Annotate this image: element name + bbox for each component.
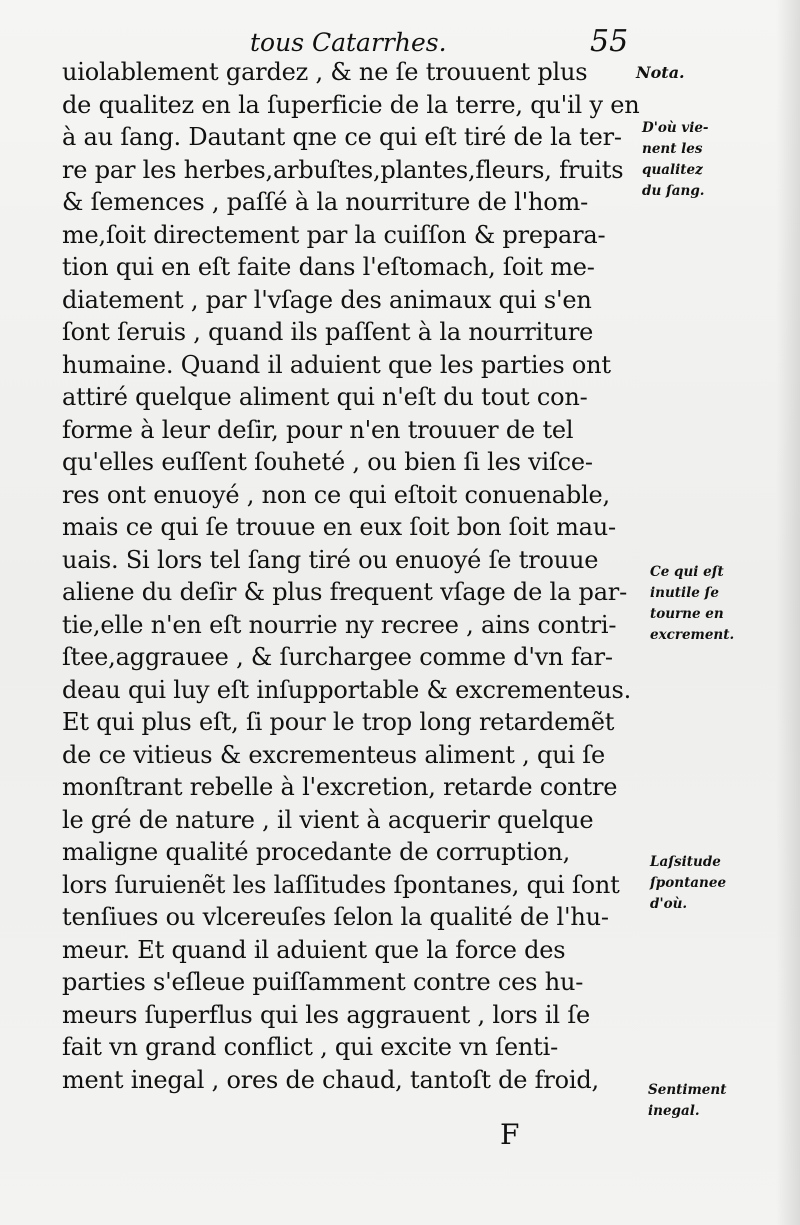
margin-note-line: excrement. xyxy=(650,627,735,643)
text-line: parties s'eſleue puiſſamment contre ces hu- xyxy=(62,968,584,996)
margin-note-line: qualitez xyxy=(642,162,703,178)
margin-note-line: Sentiment xyxy=(648,1082,727,1098)
margin-note-line: tourne en xyxy=(650,606,724,622)
text-line: meur. Et quand il aduient que la force des xyxy=(62,935,566,964)
text-line: de qualitez en la ſuperficie de la terre, qu'il y en xyxy=(62,90,640,119)
text-line: uiolablement gardez , & ne ſe trouuent plus xyxy=(62,58,588,86)
text-line: ſont ſeruis , quand ils paſſent à la nourriture xyxy=(62,318,594,346)
margin-note-feeling xyxy=(648,1080,726,1122)
margin-note-nota xyxy=(636,62,685,83)
margin-note-line: Laſsitude xyxy=(650,854,721,870)
margin-note-line: ſpontanee xyxy=(650,875,727,891)
text-line: diatement , par l'vſage des animaux qui s'en xyxy=(62,285,592,314)
text-line: Et qui plus eſt, ſi pour le trop long retardemẽt xyxy=(62,708,615,736)
margin-note-line: nent les xyxy=(642,141,703,157)
margin-note-line: inutile ſe xyxy=(650,585,719,601)
text-line: ſtee,aggrauee , & ſurchargee comme d'vn far- xyxy=(62,643,613,671)
text-line: ment inegal , ores de chaud, tantoſt de froid, xyxy=(62,1065,599,1094)
text-line: tenſiues ou vlcereuſes ſelon la qualité de l'hu- xyxy=(62,903,609,931)
margin-note-line: inegal. xyxy=(648,1103,700,1119)
text-line: aliene du deſir & plus frequent vſage de la par- xyxy=(62,578,627,606)
text-line: me,ſoit directement par la cuiſſon & preparа- xyxy=(62,220,606,249)
text-line: res ont enuoyé , non ce qui eſtoit conuenable, xyxy=(62,480,610,509)
text-line: humaine. Quand il aduient que les parties ont xyxy=(62,350,611,379)
margin-note-origin xyxy=(642,118,709,202)
text-line: lors ſuruienẽt les laſſitudes ſpontanes, qui ſont xyxy=(62,870,620,899)
text-line: tie,elle n'en eſt nourrie ny recree , ains contri- xyxy=(62,610,617,639)
text-line: mais ce qui ſe trouue en eux ſoit bon ſoit mau- xyxy=(62,513,616,541)
text-line: le gré de nature , il vient à acquerir quelque xyxy=(62,805,594,834)
margin-note-line: du ſang. xyxy=(642,183,705,199)
text-line: monſtrant rebelle à l'excretion, retarde contre xyxy=(62,773,618,801)
text-line: de ce vitieus & excrementeus aliment , qui ſe xyxy=(62,740,605,769)
margin-note-lassitude xyxy=(650,852,726,915)
running-title: tous Catarrhes. xyxy=(250,28,447,57)
main-text-block xyxy=(62,56,642,1096)
margin-note-line: d'où. xyxy=(650,896,688,912)
text-line: & ſemences , paſſé à la nourriture de l'hom- xyxy=(62,188,588,216)
text-line: forme à leur deſir, pour n'en trouuer de tel xyxy=(62,415,574,444)
margin-note-line: Nota. xyxy=(636,63,685,82)
text-line: maligne qualité procedante de corruption, xyxy=(62,838,571,866)
page-number: 55 xyxy=(590,24,629,59)
signature-mark: F xyxy=(500,1118,520,1151)
margin-note-line: D'où vie- xyxy=(642,120,709,136)
text-line: à au ſang. Dautant qne ce qui eſt tiré de la ter- xyxy=(62,123,622,151)
text-line: deau qui luy eſt inſupportable & excrementeus. xyxy=(62,675,632,704)
text-line: fait vn grand conflict , qui excite vn ſenti- xyxy=(62,1033,559,1061)
text-line: re par les herbes,arbuſtes,plantes,fleurs, fruits xyxy=(62,155,624,184)
margin-note-useless xyxy=(650,562,734,646)
text-line: meurs ſuperflus qui les aggrauent , lors il ſe xyxy=(62,1000,590,1029)
text-line: uais. Si lors tel ſang tiré ou enuoyé ſe trouue xyxy=(62,545,599,574)
text-line: qu'elles euſſent ſouheté , ou bien ſi les viſce- xyxy=(62,448,593,476)
margin-note-line: Ce qui eſt xyxy=(650,564,724,580)
text-line: attiré quelque aliment qui n'eſt du tout con- xyxy=(62,383,588,411)
text-line: tion qui en eſt faite dans l'eſtomach, ſoit me- xyxy=(62,253,595,281)
